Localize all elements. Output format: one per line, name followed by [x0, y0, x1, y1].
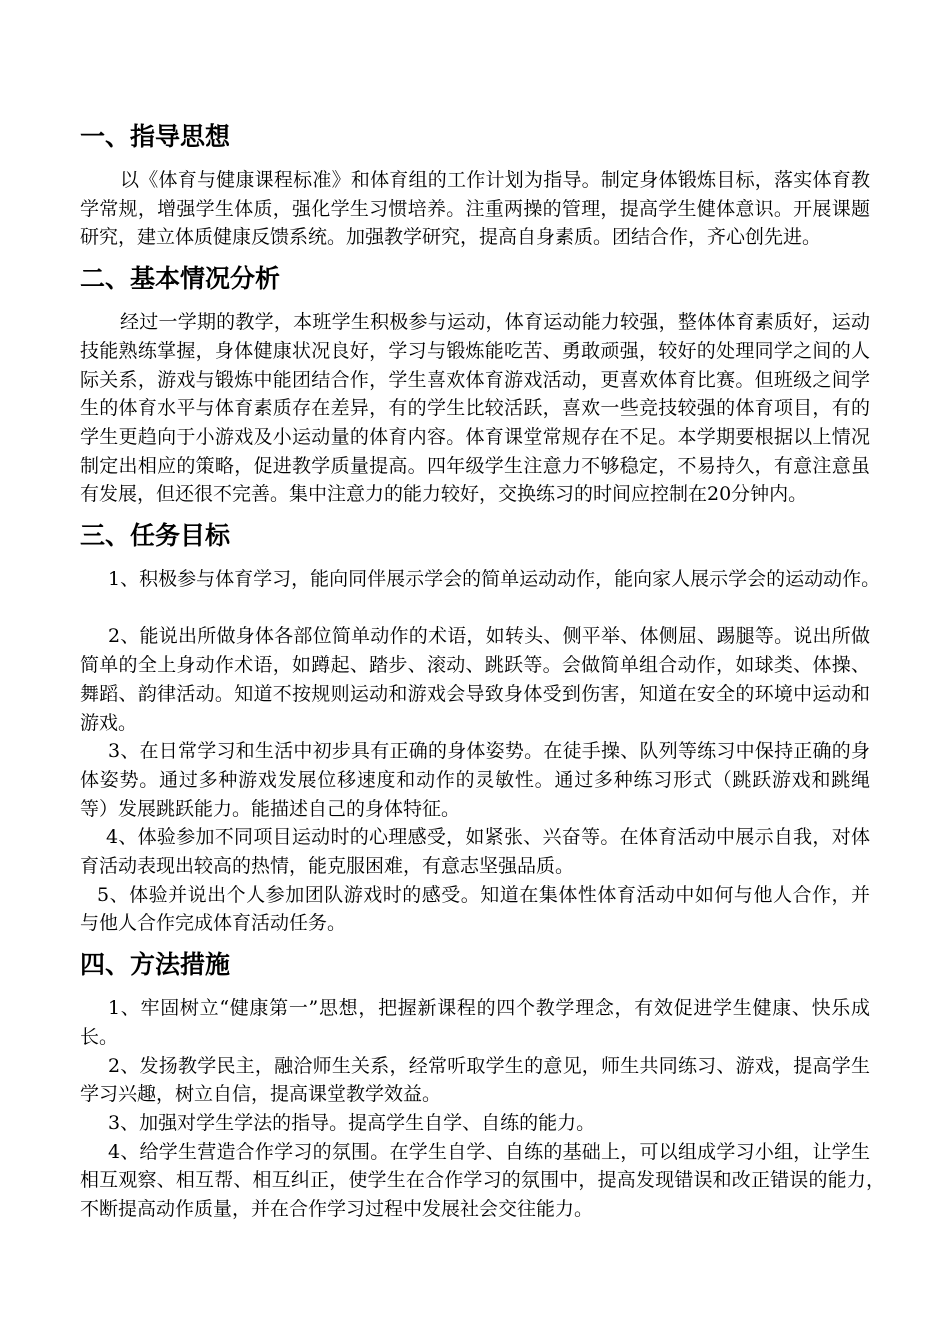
section-task-goals: [80, 516, 881, 938]
section-heading: 二、基本情况分析: [80, 264, 281, 294]
goal-item-5: [80, 881, 870, 938]
text-line: 有发展，但还很不完善。集中注意力的能力较好，交换练习的时间应控制在20分钟内。: [80, 483, 808, 506]
text-line: 不断提高动作质量，并在合作学习过程中发展社会交往能力。: [80, 1198, 594, 1221]
text-line: 1、积极参与体育学习，能向同伴展示学会的简单运动动作，能向家人展示学会的运动动作。: [108, 568, 881, 591]
text-line: 长。: [80, 1025, 119, 1048]
goal-item-4: [80, 823, 870, 880]
section-situation-analysis: [80, 259, 870, 509]
section-guiding-ideology: [80, 117, 870, 252]
text-line: 2、能说出所做身体各部位简单动作的术语，如转头、侧平举、体侧屈、踢腿等。说出所做: [108, 625, 870, 648]
text-line: 际关系，游戏与锻炼中能团结合作，学生喜欢体育游戏活动，更喜欢体育比赛。但班级之间学: [80, 368, 870, 391]
paragraph: [80, 308, 870, 509]
text-line: 学习兴趣，树立自信，提高课堂教学效益。: [80, 1083, 442, 1106]
text-line: 1、牢固树立“健康第一”思想，把握新课程的四个教学理念，有效促进学生健康、快乐成: [108, 997, 870, 1020]
paragraph: [80, 166, 870, 252]
text-line: 研究，建立体质健康反馈系统。加强教学研究，提高自身素质。团结合作，齐心创先进。: [80, 226, 822, 249]
section-heading: 三、任务目标: [80, 521, 231, 551]
goal-item-1: [80, 565, 881, 594]
goal-item-3: [80, 737, 870, 823]
text-line: 相互观察、相互帮、相互纠正，使学生在合作学习的氛围中，提高发现错误和改正错误的能力，: [80, 1169, 885, 1192]
method-item-2: [80, 1052, 870, 1109]
text-line: 生的体育水平与体育素质存在差异，有的学生比较活跃，喜欢一些竞技较强的体育项目，有的: [80, 397, 870, 420]
text-line: 经过一学期的教学，本班学生积极参与运动，体育运动能力较强，整体体育素质好，运动: [120, 311, 870, 334]
method-item-4: [80, 1138, 885, 1224]
goal-list: [80, 565, 881, 938]
text-line: 3、在日常学习和生活中初步具有正确的身体姿势。在徒手操、队列等练习中保持正确的身: [108, 740, 870, 763]
section-heading: 四、方法措施: [80, 950, 231, 980]
goal-item-2: [80, 622, 870, 737]
section-methods-measures: [80, 945, 885, 1224]
text-line: 简单的全上身动作术语，如蹲起、踏步、滚动、跳跃等。会做简单组合动作，如球类、体操、: [80, 654, 870, 677]
blank-line: [80, 594, 870, 623]
text-line: 4、给学生营造合作学习的氛围。在学生自学、自练的基础上，可以组成学习小组，让学生: [108, 1140, 870, 1163]
text-line: 4、体验参加不同项目运动时的心理感受，如紧张、兴奋等。在体育活动中展示自我，对体: [106, 826, 870, 849]
text-line: 2、发扬教学民主，融洽师生关系，经常听取学生的意见，师生共同练习、游戏，提高学生: [108, 1054, 870, 1077]
section-heading: 一、指导思想: [80, 122, 231, 151]
text-line: 5、体验并说出个人参加团队游戏时的感受。知道在集体性体育活动中如何与他人合作，并: [97, 883, 870, 906]
text-line: 与他人合作完成体育活动任务。: [80, 912, 347, 935]
method-item-1: [80, 994, 870, 1051]
text-line: 游戏。: [80, 711, 138, 734]
text-line: 以《体育与健康课程标准》和体育组的工作计划为指导。制定身体锻炼目标，落实体育教: [120, 169, 870, 191]
method-list: [80, 994, 885, 1224]
text-line: 技能熟练掌握，身体健康状况良好，学习与锻炼能吃苦、勇敢顽强，较好的处理同学之间的人: [80, 339, 870, 362]
text-line: 学生更趋向于小游戏及小运动量的体育内容。体育课堂常规存在不足。本学期要根据以上情况: [80, 425, 870, 448]
text-line: 体姿势。通过多种游戏发展位移速度和动作的灵敏性。通过多种练习形式（跳跃游戏和跳绳: [80, 768, 870, 791]
text-line: 制定出相应的策略，促进教学质量提高。四年级学生注意力不够稳定，不易持久，有意注意虽: [80, 454, 870, 477]
text-line: 育活动表现出较高的热情，能克服困难，有意志坚强品质。: [80, 855, 575, 878]
text-line: 等）发展跳跃能力。能描述自己的身体特征。: [80, 797, 461, 820]
method-item-3: [80, 1109, 870, 1138]
text-line: 舞蹈、韵律活动。知道不按规则运动和游戏会导致身体受到伤害，知道在安全的环境中运动和: [80, 682, 870, 705]
text-line: 3、加强对学生学法的指导。提高学生自学、自练的能力。: [108, 1111, 596, 1134]
text-line: 学常规，增强学生体质，强化学生习惯培养。注重两操的管理，提高学生健体意识。开展课题: [80, 197, 870, 220]
